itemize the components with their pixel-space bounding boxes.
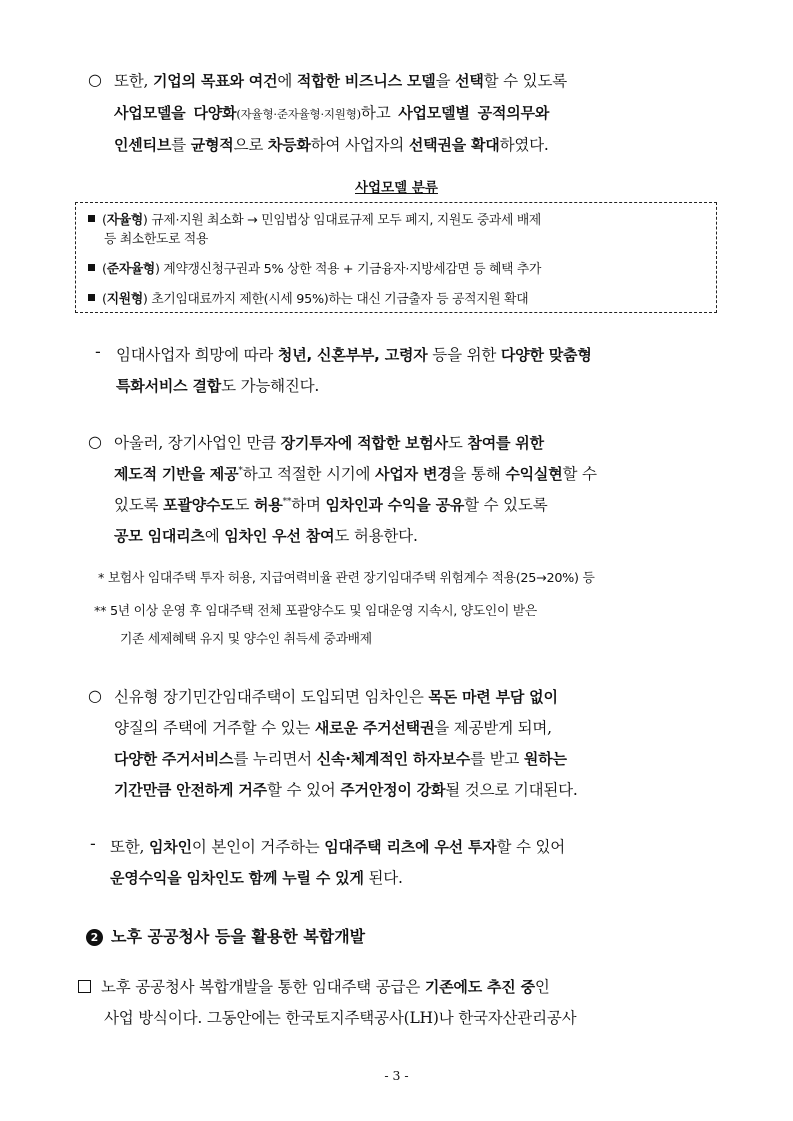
bold-text: 임차인 (149, 838, 192, 856)
bold-text: 운영수익을 임차인도 함께 누릴 수 있게 (110, 869, 364, 887)
text-run: 할 수 있도록 (483, 72, 567, 90)
footnote: ** 5년 이상 운영 후 임대주택 전체 포괄양수도 및 임대운영 지속시, 양도인이 받은 (94, 604, 537, 619)
text-run: ( (102, 213, 107, 228)
section-title: 노후 공공청사 등을 활용한 복합개발 (111, 927, 366, 946)
box-title: 사업모델 분류 (355, 180, 438, 196)
bold-text: 주거안정이 강화 (340, 781, 446, 799)
bold-text: 원하는 (523, 750, 567, 768)
text-run: 할 수 있어 (266, 781, 341, 799)
text-run: 하여 사업자의 (310, 136, 409, 154)
text-run: 등을 위한 (427, 346, 501, 364)
bold-text: 참여를 위한 (467, 434, 544, 452)
text-line (104, 1006, 576, 1028)
bold-text: 기업의 목표와 여건 (153, 72, 278, 90)
circle-bullet-icon: ○ (88, 432, 102, 451)
bold-text: 공모 임대리츠 (114, 527, 205, 545)
text-line (110, 866, 403, 888)
bold-text: 균형적 (190, 136, 234, 154)
text-run: ( (102, 262, 107, 277)
square-bullet-icon (88, 264, 95, 271)
text-run: 도 (447, 434, 468, 452)
bold-text: 자율형 (106, 213, 143, 228)
text-run: 에 (204, 527, 225, 545)
bold-text: 다양한 맞춤형 (500, 346, 592, 364)
text-run: 을 통해 (451, 465, 506, 483)
circle-bullet-icon: ○ (88, 686, 102, 705)
bold-text: 임차인과 수익을 공유 (325, 496, 465, 514)
text-run: 또한, (114, 72, 154, 90)
dash-bullet: - (90, 834, 96, 853)
text-run: 임대사업자 희망에 따라 (116, 346, 278, 364)
section-heading (86, 924, 365, 947)
text-line (116, 343, 592, 365)
small-text: (자율형·준자율형·지원형) (236, 107, 361, 121)
box-item (88, 288, 528, 307)
text-run: 양질의 주택에 거주할 수 있는 (114, 719, 315, 737)
dash-bullet: - (95, 342, 101, 361)
text-run: ) 계약갱신청구권과 5% 상한 적용 + 기금융자·지방세감면 등 혜택 추가 (154, 262, 542, 277)
bold-text: 임대주택 리츠에 우선 투자 (324, 838, 497, 856)
square-bullet-icon (88, 294, 95, 301)
bold-text: 다양한 주거서비스 (114, 750, 234, 768)
bold-text: 허용 (254, 496, 283, 514)
number-circle-icon: 2 (86, 929, 103, 946)
text-run: 등 최소한도로 적용 (104, 232, 209, 247)
footnote-marker: * (238, 465, 243, 476)
text-run: 있도록 (114, 496, 164, 514)
text-run: 를 받고 (470, 750, 524, 768)
bold-text: 새로운 주거선택권 (314, 719, 435, 737)
footnote: 기존 세제혜택 유지 및 양수인 취득세 중과배제 (120, 632, 372, 647)
text-run: 할 수 있어 (496, 838, 566, 856)
text-run: 된다. (363, 869, 403, 887)
text-run: 하였다. (499, 136, 549, 154)
bold-text: 기간만큼 안전하게 거주 (114, 781, 267, 799)
checkbox-bullet-icon (78, 980, 91, 993)
text-run: 에 (277, 72, 297, 90)
text-line (114, 69, 567, 91)
text-run: 이 본인이 거주하는 (191, 838, 325, 856)
text-run: 사업 방식이다. 그동안에는 한국토지주택공사(LH)나 한국자산관리공사 (104, 1009, 577, 1027)
bold-text: 사업모델별 공적의무와 (398, 104, 550, 122)
bold-text: 선택 (455, 72, 484, 90)
text-run: 도 (234, 496, 255, 514)
text-line (116, 374, 319, 396)
footnote: * 보험사 임대주택 투자 허용, 지급여력비율 관련 장기임대주택 위험계수 적용(25→20%) 등 (98, 571, 595, 586)
text-run: 으로 (233, 136, 268, 154)
bold-text: 적합한 비즈니스 모델 (296, 72, 436, 90)
text-run: 도 허용한다. (334, 527, 418, 545)
bold-text: 임차인 우선 참여 (224, 527, 335, 545)
text-run: 아울러, 장기사업인 만큼 (114, 434, 281, 452)
bold-text: 기존에도 추진 중 (424, 978, 535, 996)
bold-text: 차등화 (267, 136, 311, 154)
text-line (114, 493, 547, 515)
bold-text: 청년, 신혼부부, 고령자 (277, 346, 428, 364)
bold-text: 지원형 (106, 292, 143, 307)
bold-text: 선택권을 확대 (408, 136, 500, 154)
circle-bullet-icon: ○ (88, 70, 102, 89)
text-run: 도 가능해진다. (221, 377, 320, 395)
text-line (114, 747, 567, 769)
bold-text: 특화서비스 결합 (116, 377, 222, 395)
square-bullet-icon (88, 215, 95, 222)
text-run: 신유형 장기민간임대주택이 도입되면 임차인은 (114, 688, 429, 706)
footnote-marker: ** (282, 496, 292, 507)
bold-text: 장기투자에 적합한 보험사 (280, 434, 448, 452)
text-line (114, 685, 558, 707)
text-runs (101, 978, 550, 996)
bold-text: 준자율형 (106, 262, 155, 277)
text-run: ( (102, 292, 107, 307)
bold-text: 목돈 마련 부담 없이 (428, 688, 558, 706)
text-line (114, 778, 578, 800)
page-number: - 3 - (384, 1068, 409, 1083)
text-line (114, 101, 549, 123)
text-run: 하고 (360, 104, 399, 122)
text-line (114, 716, 552, 738)
text-run: 하고 적절한 시기에 (242, 465, 376, 483)
text-run: 노후 공공청사 복합개발을 통한 임대주택 공급은 (101, 978, 425, 996)
text-line (110, 835, 565, 857)
text-line (114, 524, 418, 546)
bold-text: 사업모델을 다양화 (114, 104, 237, 122)
bold-text: 사업자 변경 (375, 465, 452, 483)
box-item (104, 228, 208, 247)
bold-text: 수익실현 (505, 465, 563, 483)
text-run: 할 수 (562, 465, 597, 483)
text-line (114, 431, 544, 453)
text-run: 또한, (110, 838, 150, 856)
text-line (114, 133, 549, 155)
text-run: 하며 (291, 496, 326, 514)
bold-text: 신속·체계적인 하자보수 (316, 750, 471, 768)
text-run: 될 것으로 기대된다. (445, 781, 578, 799)
box-item (88, 258, 541, 277)
text-run: ) 초기임대료까지 제한(시세 95%)하는 대신 기금출자 등 공적지원 확대 (142, 292, 529, 307)
text-line (114, 462, 597, 484)
text-run: 를 누리면서 (233, 750, 317, 768)
box-item (88, 209, 541, 228)
text-line (78, 975, 550, 997)
text-run: 를 (171, 136, 191, 154)
text-run: 을 (435, 72, 456, 90)
text-run: 인 (534, 978, 550, 996)
bold-text: 제도적 기반을 제공 (114, 465, 239, 483)
bold-text: 포괄양수도 (163, 496, 235, 514)
bold-text: 인센티브 (114, 136, 172, 154)
text-run: 할 수 있도록 (464, 496, 548, 514)
text-run: ) 규제·지원 최소화 → 민임법상 임대료규제 모두 폐지, 지원도 중과세 배제 (142, 213, 541, 228)
text-run: 을 제공받게 되며, (434, 719, 552, 737)
